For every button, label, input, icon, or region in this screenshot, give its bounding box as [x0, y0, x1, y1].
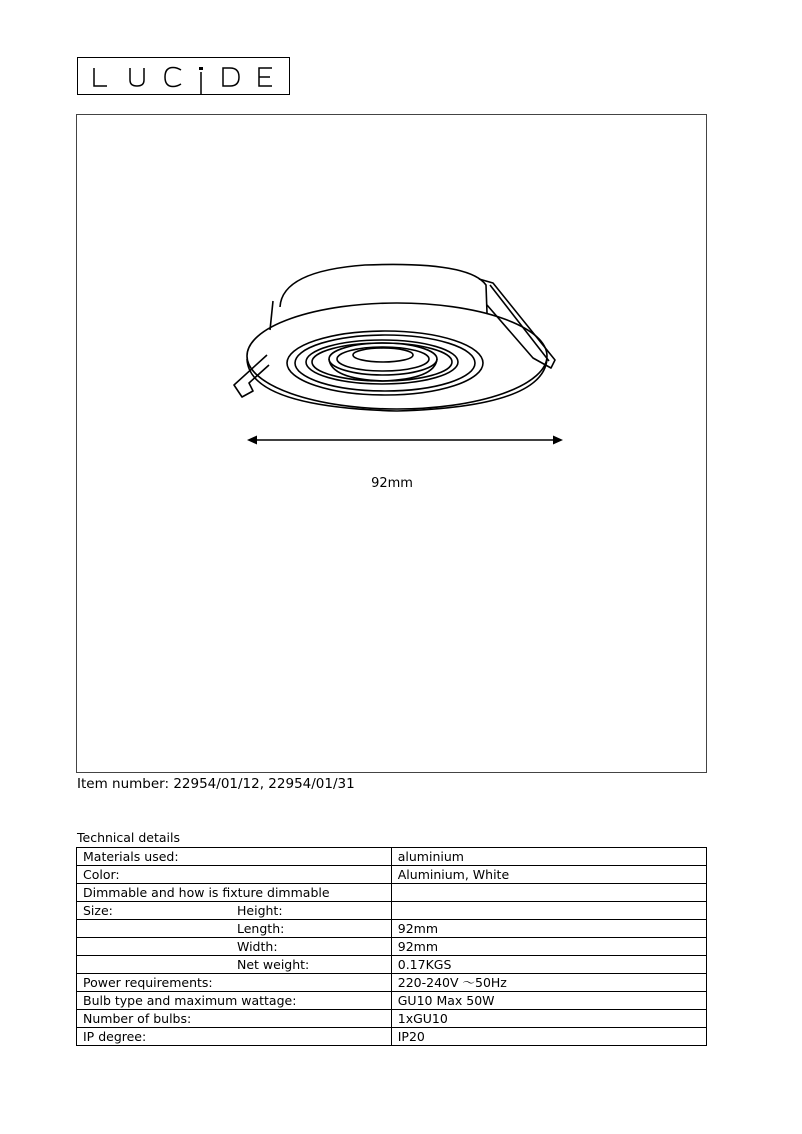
spec-sublabel: Net weight:: [237, 957, 310, 972]
table-row: [77, 956, 707, 974]
spec-label: Materials used:: [83, 849, 179, 864]
spec-label-cell: [77, 1028, 392, 1046]
spec-sublabel: Width:: [237, 939, 278, 954]
spec-label-cell: [77, 902, 392, 920]
dimension-label: 92mm: [371, 476, 413, 491]
spec-value: 220-240V ～50Hz: [391, 974, 706, 992]
spotlight-line-drawing: [77, 115, 708, 774]
table-row: [77, 974, 707, 992]
spec-value: 1xGU10: [391, 1010, 706, 1028]
spec-value: aluminium: [391, 848, 706, 866]
spec-label-cell: [77, 866, 392, 884]
spec-label-cell: [77, 974, 392, 992]
table-row: [77, 1028, 707, 1046]
spec-label: Power requirements:: [83, 975, 213, 990]
technical-details-title: Technical details: [77, 830, 181, 845]
spec-sublabel: Length:: [237, 921, 285, 936]
item-number-line: [77, 776, 355, 792]
table-row: [77, 938, 707, 956]
spec-label-cell: [77, 884, 392, 902]
spec-value: GU10 Max 50W: [391, 992, 706, 1010]
product-drawing-frame: [76, 114, 707, 773]
table-row: [77, 884, 707, 902]
spec-value: Aluminium, White: [391, 866, 706, 884]
spec-value: IP20: [391, 1028, 706, 1046]
spec-label: Color:: [83, 867, 120, 882]
table-row: [77, 866, 707, 884]
lucide-logo-graphic: [78, 58, 289, 94]
spec-label: Size:: [83, 903, 113, 918]
table-row: [77, 920, 707, 938]
spec-label: Dimmable and how is fixture dimmable: [83, 885, 330, 900]
item-number-label: Item number:: [77, 776, 170, 792]
spec-value: 92mm: [391, 920, 706, 938]
spec-label-cell: [77, 992, 392, 1010]
spec-label-cell: [77, 938, 392, 956]
spec-sublabel: Height:: [237, 903, 283, 918]
table-row: [77, 992, 707, 1010]
spec-label-cell: [77, 956, 392, 974]
table-row: [77, 902, 707, 920]
arrow-right-icon: [553, 436, 563, 445]
table-row: [77, 1010, 707, 1028]
brand-logo: [77, 57, 290, 95]
spec-label: Bulb type and maximum wattage:: [83, 993, 297, 1008]
spec-label-cell: [77, 920, 392, 938]
spec-value: [391, 884, 706, 902]
spec-label: Number of bulbs:: [83, 1011, 192, 1026]
technical-details-table: [76, 847, 707, 1046]
spec-value: [391, 902, 706, 920]
table-row: [77, 848, 707, 866]
arrow-left-icon: [247, 436, 257, 445]
spec-label: IP degree:: [83, 1029, 147, 1044]
spec-label-cell: [77, 1010, 392, 1028]
spec-value: 92mm: [391, 938, 706, 956]
item-number-value: 22954/01/12, 22954/01/31: [173, 776, 355, 792]
spec-value: 0.17KGS: [391, 956, 706, 974]
spec-label-cell: [77, 848, 392, 866]
